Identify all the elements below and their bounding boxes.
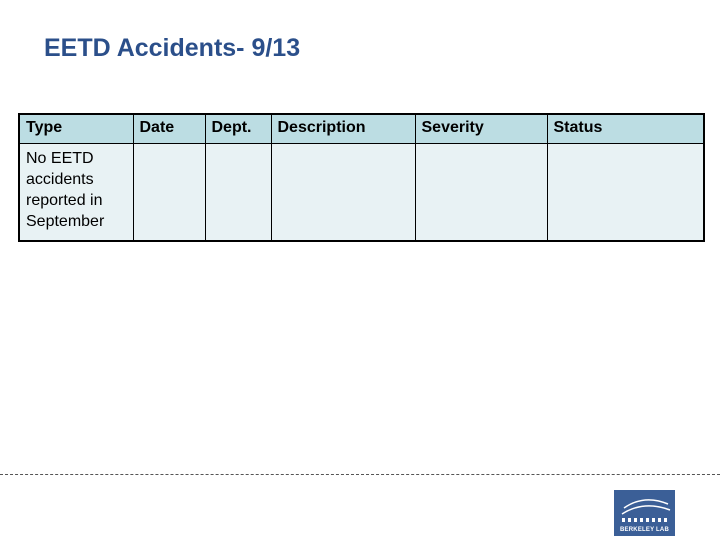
column-header-type: Type xyxy=(19,114,133,144)
slide-title: EETD Accidents- 9/13 xyxy=(44,34,301,62)
accidents-table xyxy=(18,113,705,242)
cell-date xyxy=(133,144,205,242)
cell-severity xyxy=(415,144,547,242)
footer-divider xyxy=(0,474,720,475)
logo-text: BERKELEY LAB xyxy=(620,527,669,533)
column-header-status: Status xyxy=(547,114,704,144)
table-row xyxy=(19,144,704,242)
column-header-severity: Severity xyxy=(415,114,547,144)
column-header-dept: Dept. xyxy=(205,114,271,144)
cell-dept xyxy=(205,144,271,242)
table-header-row xyxy=(19,114,704,144)
cell-description xyxy=(271,144,415,242)
column-header-description: Description xyxy=(271,114,415,144)
berkeley-lab-logo xyxy=(614,490,675,536)
column-header-date: Date xyxy=(133,114,205,144)
cell-status xyxy=(547,144,704,242)
cell-type: No EETD accidents reported in September xyxy=(19,144,133,242)
